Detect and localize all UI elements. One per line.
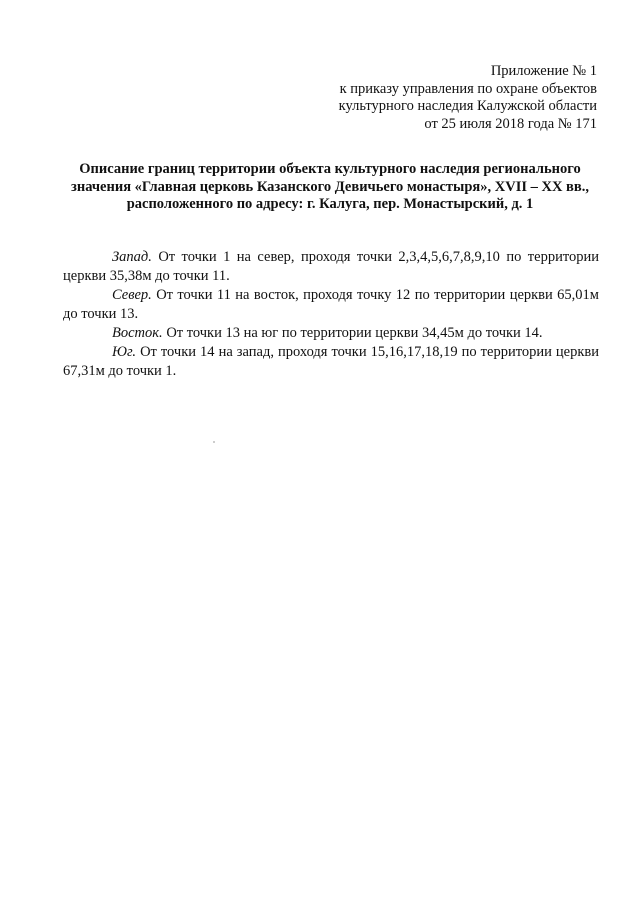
boundary-west-text: От точки 1 на север, проходя точки 2,3,4,5,6,7,8,9,10 по территории церкви 35,38м до точки 11. [63,249,599,284]
boundary-east [63,324,599,343]
boundary-description [63,248,599,381]
boundary-east-label: Восток. [112,325,163,341]
appendix-authority: культурного наследия Калужской области [338,98,597,114]
boundary-south [63,343,599,381]
scan-speck [213,441,215,443]
title-line-1: Описание границ территории объекта культурного наследия регионального [79,161,581,177]
boundary-west-label: Запад. [112,249,152,265]
appendix-order-ref: к приказу управления по охране объектов [339,80,597,97]
boundary-north-text: От точки 11 на восток, проходя точку 12 по территории церкви 65,01м до точки 13. [63,287,599,322]
title-line-2: значения «Главная церковь Казанского Девичьего монастыря», XVII – XX вв., [71,178,589,195]
boundary-north-label: Север. [112,287,152,303]
boundary-south-text: От точки 14 на запад, проходя точки 15,16,17,18,19 по территории церкви 67,31м до точки 1. [63,344,599,379]
boundary-east-text: От точки 13 на юг по территории церкви 34,45м до точки 14. [162,325,543,341]
document-title [60,161,600,214]
appendix-header [339,63,597,133]
appendix-order-date: от 25 июля 2018 года № 171 [424,115,597,132]
boundary-north [63,286,599,324]
boundary-south-label: Юг. [112,344,137,360]
appendix-number: Приложение № 1 [490,63,597,79]
title-line-3: расположенного по адресу: г. Калуга, пер. Монастырский, д. 1 [126,196,534,212]
boundary-west [63,248,599,286]
